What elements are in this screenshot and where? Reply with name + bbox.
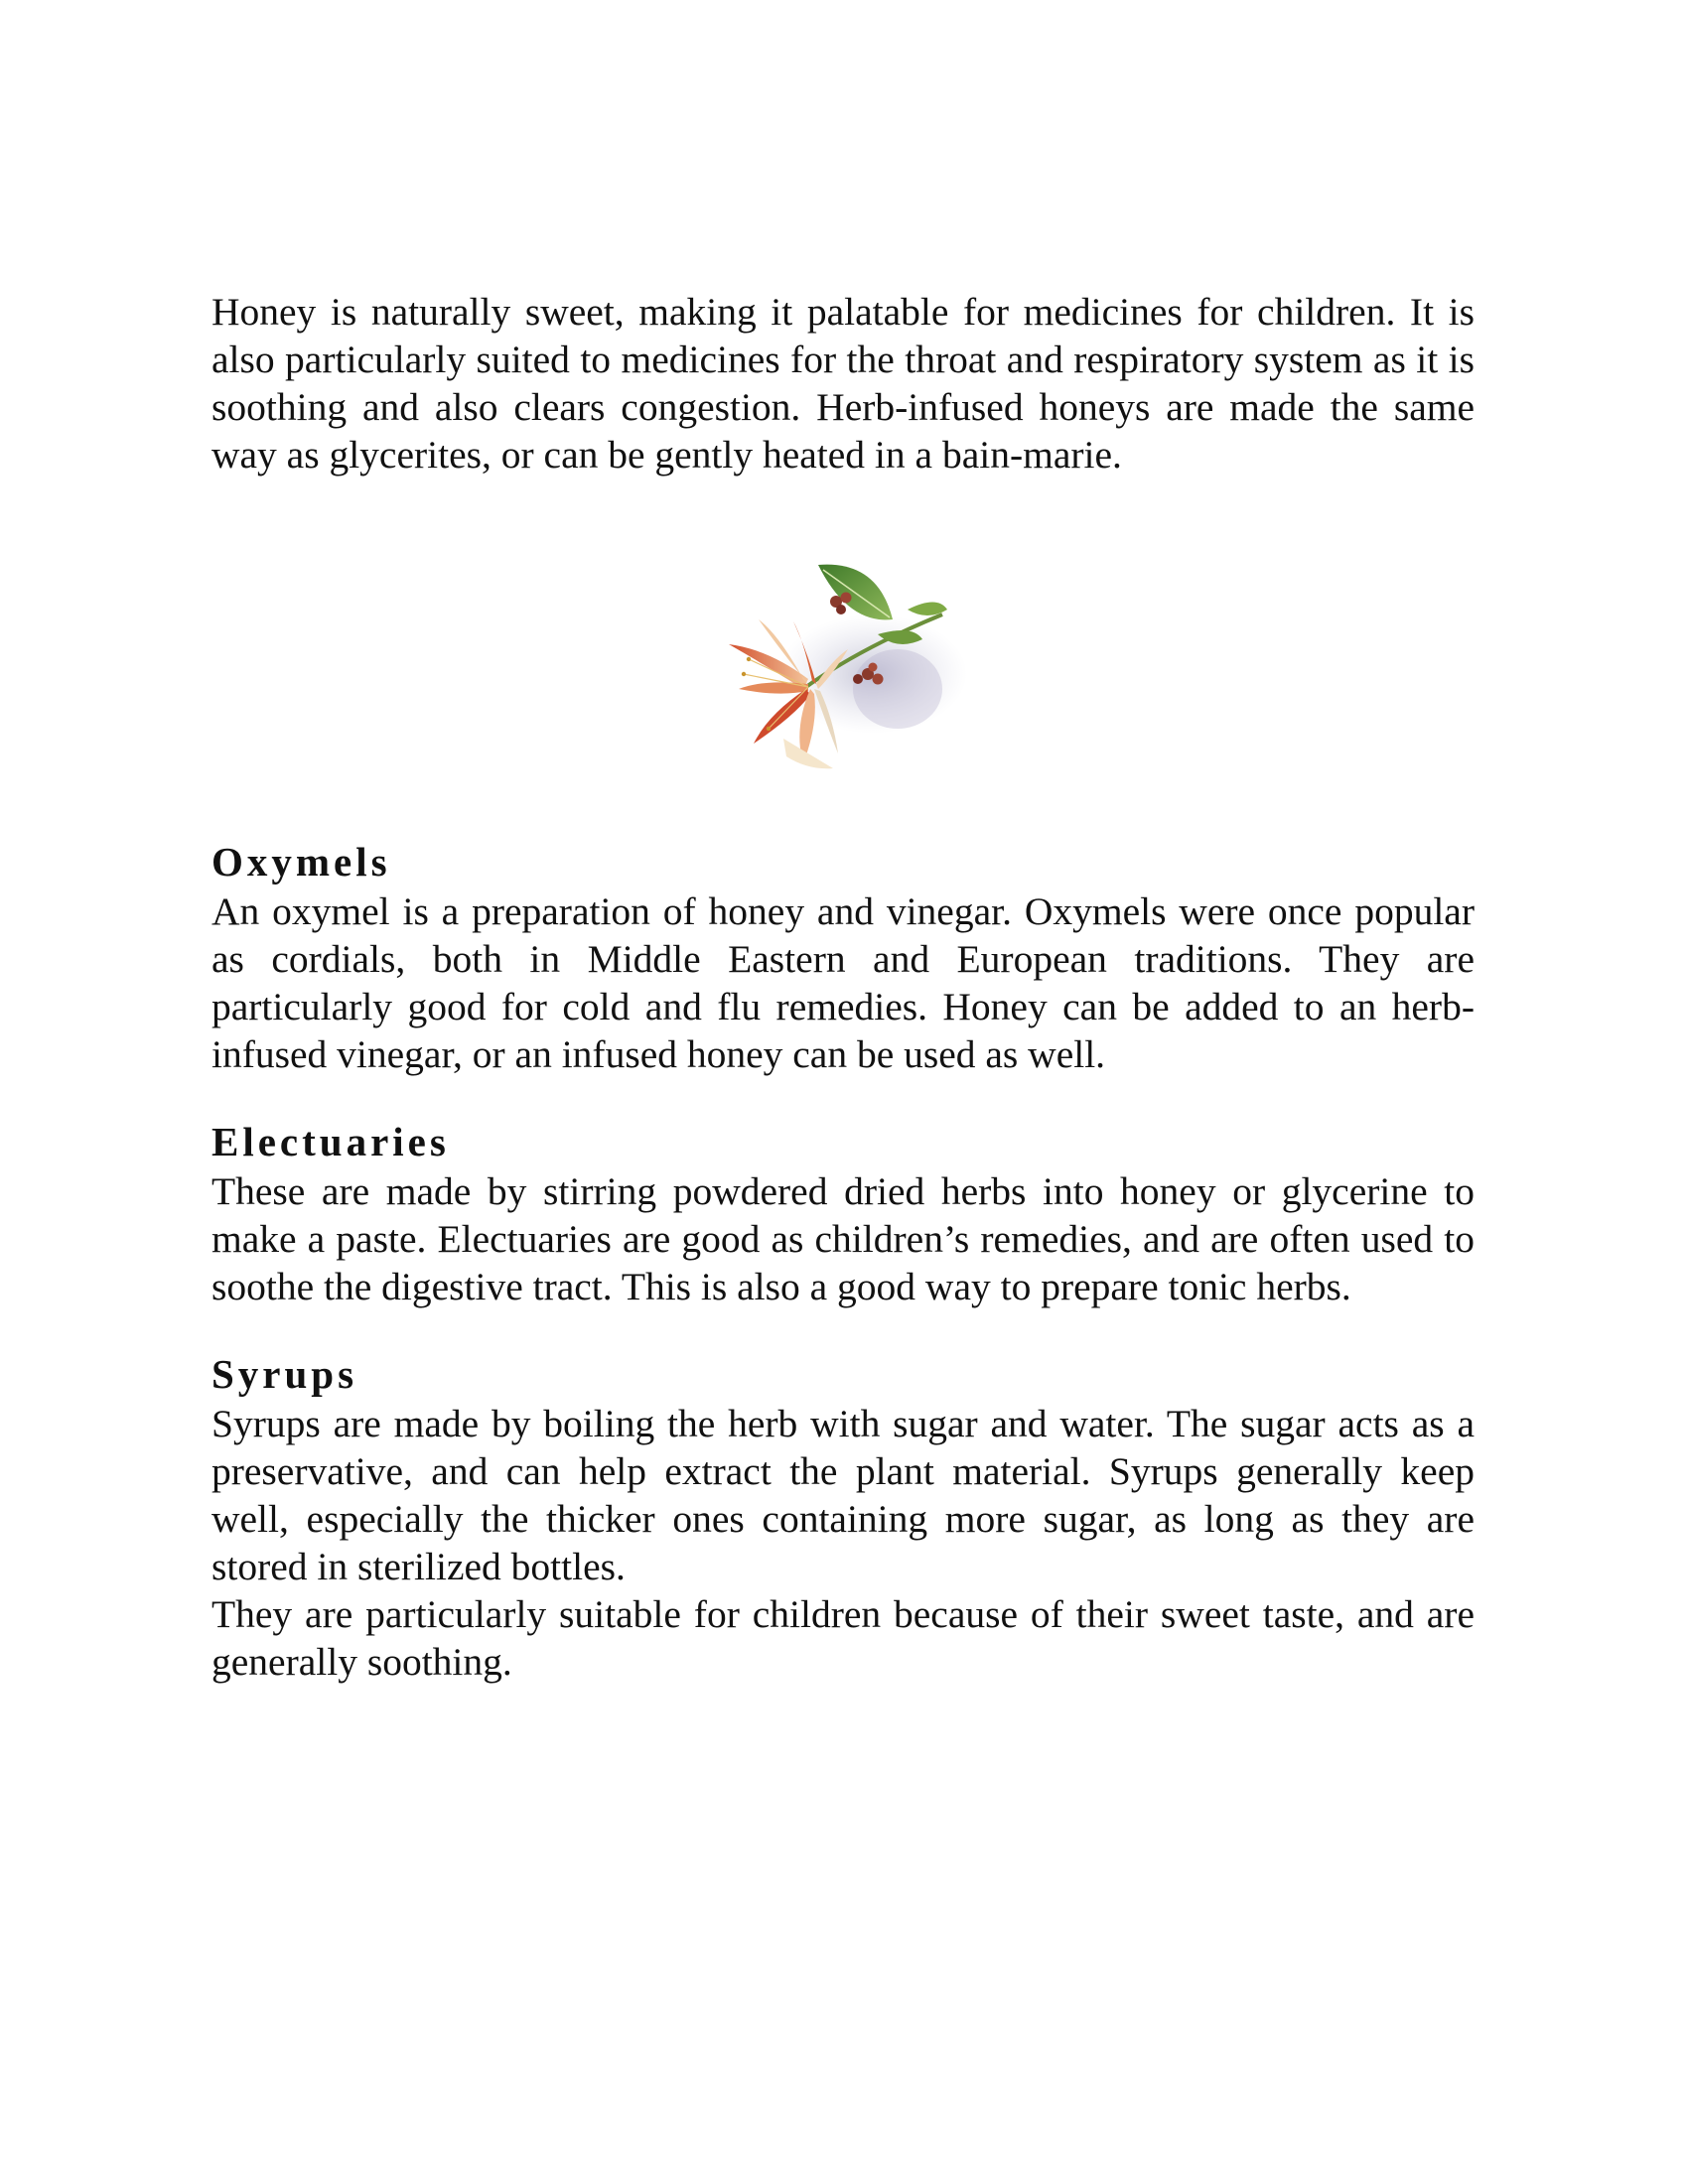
section-paragraph: These are made by stirring powdered dried herbs into honey or glycerine to make a paste. Electuaries are good as children’s remedies, and are often used to soothe the digestive tract. This is also a good way to prepare tonic herbs. [211, 1169, 1475, 1308]
honeysuckle-flower-illustration [709, 540, 977, 778]
section-oxymels [211, 836, 1475, 1078]
section-electuaries [211, 1116, 1475, 1310]
section-paragraph: An oxymel is a preparation of honey and vinegar. Oxymels were once popular as cordials, both in Middle Eastern and European traditions. They are particularly good for cold and flu remedies. Honey can be added to an herb-infused vinegar, or an infused honey can be used as well. [211, 889, 1475, 1076]
closing-paragraph: They are particularly suitable for children because of their sweet taste, and are generally soothing. [211, 1592, 1475, 1684]
section-paragraph: Syrups are made by boiling the herb with sugar and water. The sugar acts as a preservative, and can help extract the plant material. Syrups generally keep well, especially the thicker ones containing more sugar, as long as they are stored in sterilized bottles. [211, 1402, 1475, 1588]
section-heading: Electuaries [211, 1119, 450, 1164]
section-syrups [211, 1348, 1475, 1590]
intro-paragraph: Honey is naturally sweet, making it palatable for medicines for children. It is also particularly suited to medicines for the throat and respiratory system as it is soothing and also clears congestion. Herb-infused honeys are made the same way as glycerites, or can be gently heated in a bain-marie. [211, 290, 1475, 477]
section-heading: Syrups [211, 1351, 358, 1397]
section-heading: Oxymels [211, 839, 391, 885]
document-page [211, 288, 1475, 1686]
